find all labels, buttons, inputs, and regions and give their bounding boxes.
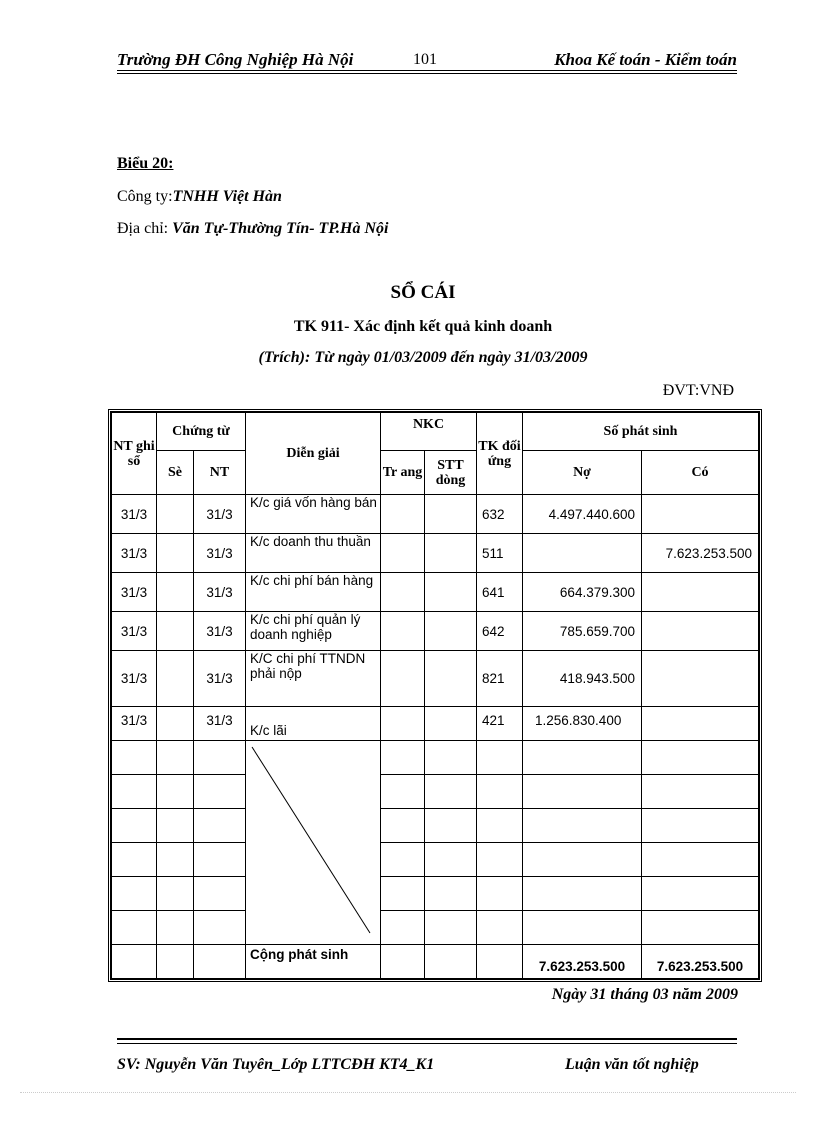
table-row	[112, 612, 759, 651]
table-row	[112, 534, 759, 573]
table-row	[112, 495, 759, 534]
cell-co: 7.623.253.500	[642, 534, 759, 573]
cell-co	[642, 707, 759, 741]
cell-no: 1.256.830.400	[523, 707, 642, 741]
cell-trang	[381, 612, 425, 651]
address-label: Địa chỉ:	[117, 220, 173, 237]
cell-no: 664.379.300	[523, 573, 642, 612]
page-header	[117, 46, 737, 74]
ledger-table-frame	[108, 409, 762, 982]
cell-trang	[381, 573, 425, 612]
cell-tk: 421	[477, 707, 523, 741]
col-dien-giai: Diễn giải	[246, 413, 381, 495]
header-row-2	[112, 451, 759, 495]
address-line	[117, 220, 388, 238]
footer-student: SV: Nguyễn Văn Tuyên_Lớp LTTCĐH KT4_K1	[117, 1056, 435, 1073]
cell-stt	[425, 707, 477, 741]
cell-stt	[425, 495, 477, 534]
cell-tk: 642	[477, 612, 523, 651]
cell-nt: 31/3	[194, 534, 246, 573]
blank-row	[112, 741, 759, 775]
col-tk-doi-ung: TK đối ứng	[477, 413, 523, 495]
cell-nt-ghi-so: 31/3	[112, 651, 157, 707]
header-faculty: Khoa Kế toán - Kiểm toán	[554, 50, 737, 69]
cell-nt: 31/3	[194, 707, 246, 741]
cell-dien-giai: K/C chi phí TTNDN phải nộp	[246, 651, 381, 707]
cell-se	[157, 573, 194, 612]
total-label: Cộng phát sinh	[246, 945, 381, 979]
page-bottom-divider	[20, 1092, 796, 1093]
col-nt: NT	[194, 451, 246, 495]
strike-cell	[246, 741, 381, 945]
header-rule-2	[117, 73, 737, 74]
cell-no: 4.497.440.600	[523, 495, 642, 534]
table-row	[112, 707, 759, 741]
form-number: Biểu 20:	[117, 155, 174, 172]
blank-row	[112, 809, 759, 843]
table-row	[112, 573, 759, 612]
cell-se	[157, 612, 194, 651]
col-nkc: NKC	[381, 413, 477, 451]
cell-nt: 31/3	[194, 573, 246, 612]
cell-nt-ghi-so: 31/3	[112, 495, 157, 534]
cell-co	[642, 573, 759, 612]
blank-row	[112, 877, 759, 911]
cell-tk: 511	[477, 534, 523, 573]
header-school: Trường ĐH Công Nghiệp Hà Nội	[117, 50, 354, 69]
ledger-period: (Trích): Từ ngày 01/03/2009 đến ngày 31/03/2009	[258, 349, 588, 366]
col-co: Có	[642, 451, 759, 495]
company-name: TNHH Việt Hàn	[172, 188, 282, 205]
cell-se	[157, 495, 194, 534]
cell-no: 418.943.500	[523, 651, 642, 707]
cell-tk: 641	[477, 573, 523, 612]
col-chung-tu: Chứng từ	[157, 413, 246, 451]
total-no: 7.623.253.500	[523, 945, 642, 979]
cell-dien-giai: K/c doanh thu thuần	[246, 534, 381, 573]
total-co: 7.623.253.500	[642, 945, 759, 979]
cell-tk: 632	[477, 495, 523, 534]
footer-thesis: Luận văn tốt nghiệp	[565, 1056, 699, 1073]
cell-no: 785.659.700	[523, 612, 642, 651]
cell-stt	[425, 651, 477, 707]
col-trang: Tr ang	[381, 451, 425, 495]
cell-dien-giai: K/c lãi	[246, 707, 381, 741]
cell-trang	[381, 707, 425, 741]
company-label: Công ty:	[117, 188, 173, 205]
cell-nt-ghi-so: 31/3	[112, 612, 157, 651]
cell-stt	[425, 573, 477, 612]
col-se: Sè	[157, 451, 194, 495]
cell-trang	[381, 495, 425, 534]
cell-nt: 31/3	[194, 495, 246, 534]
col-no: Nợ	[523, 451, 642, 495]
cell-co	[642, 612, 759, 651]
ledger-title: SỔ CÁI	[390, 282, 456, 303]
currency-unit: ĐVT:VNĐ	[662, 382, 734, 399]
cell-dien-giai: K/c chi phí quản lý doanh nghiệp	[246, 612, 381, 651]
cell-se	[157, 707, 194, 741]
cell-dien-giai: K/c giá vốn hàng bán	[246, 495, 381, 534]
header-rule	[117, 70, 737, 71]
cell-tk: 821	[477, 651, 523, 707]
diagonal-strike-line	[246, 743, 380, 943]
ledger-table	[111, 412, 759, 979]
blank-row	[112, 911, 759, 945]
page-number: 101	[413, 51, 437, 68]
header-row-1	[112, 413, 759, 451]
cell-nt-ghi-so: 31/3	[112, 534, 157, 573]
cell-nt-ghi-so: 31/3	[112, 707, 157, 741]
cell-no	[523, 534, 642, 573]
cell-nt: 31/3	[194, 612, 246, 651]
blank-row	[112, 775, 759, 809]
cell-trang	[381, 651, 425, 707]
col-nt-ghi-so: NT ghi sổ	[112, 413, 157, 495]
ledger-date: Ngày 31 tháng 03 năm 2009	[551, 986, 738, 1003]
cell-nt: 31/3	[194, 651, 246, 707]
col-so-phat-sinh: Số phát sinh	[523, 413, 759, 451]
cell-se	[157, 534, 194, 573]
cell-se	[157, 651, 194, 707]
footer-rule-2	[117, 1043, 737, 1044]
total-row	[112, 945, 759, 979]
cell-trang	[381, 534, 425, 573]
cell-co	[642, 495, 759, 534]
col-stt-dong: STT dòng	[425, 451, 477, 495]
address-value: Văn Tự-Thường Tín- TP.Hà Nội	[172, 220, 389, 237]
footer-rule	[117, 1038, 737, 1040]
cell-stt	[425, 612, 477, 651]
table-row	[112, 651, 759, 707]
ledger-subtitle: TK 911- Xác định kết quả kinh doanh	[293, 318, 553, 335]
company-line	[117, 188, 282, 206]
blank-row	[112, 843, 759, 877]
cell-stt	[425, 534, 477, 573]
cell-dien-giai: K/c chi phí bán hàng	[246, 573, 381, 612]
cell-nt-ghi-so: 31/3	[112, 573, 157, 612]
cell-co	[642, 651, 759, 707]
